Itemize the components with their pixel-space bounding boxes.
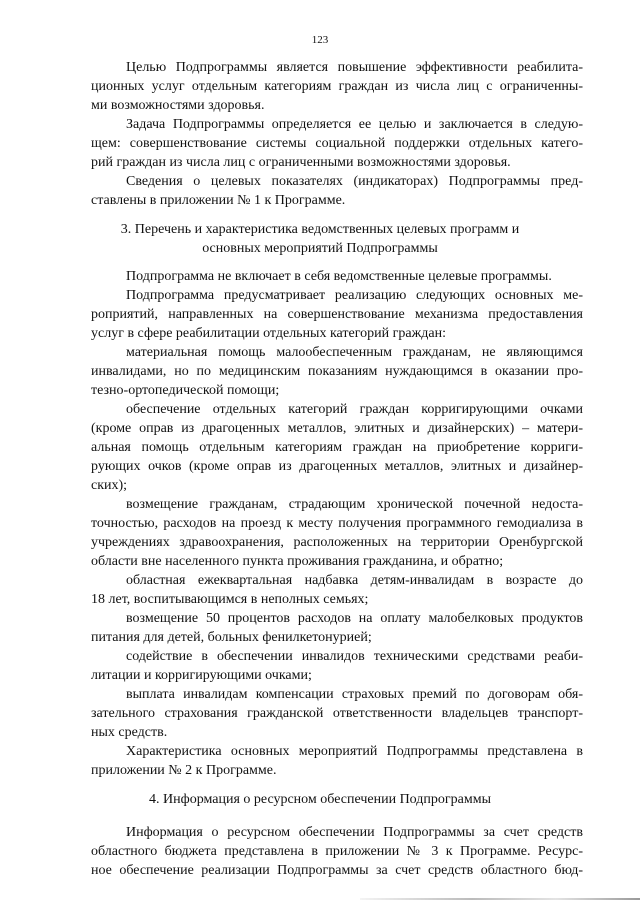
section-heading: 4. Информация о ресурсном обеспечении Подпрограммы	[149, 792, 491, 807]
text-line: рий граждан из числа лиц с ограниченными возможностями здоровья.	[91, 155, 511, 170]
text-line: услуг в сфере реабилитации отдельных категорий граждан:	[91, 326, 446, 341]
text-line: рующих очков (кроме оправ из драгоценных металлов, элитных и дизайнер-	[91, 459, 583, 474]
scan-edge-artifact	[360, 898, 640, 900]
text-line: Характеристика основных мероприятий Подпрограммы представлена в	[126, 744, 583, 759]
text-line: Подпрограмма не включает в себя ведомственные целевые программы.	[126, 269, 552, 284]
text-line: Задача Подпрограммы определяется ее целью и заключается в следую-	[126, 117, 583, 132]
text-line: Целью Подпрограммы является повышение эффективности реабилита-	[126, 60, 583, 75]
text-line: ное обеспечение реализации Подпрограммы за счет средств областного бюд-	[91, 863, 583, 878]
text-line: приложении № 2 к Программе.	[91, 763, 277, 778]
text-line: Подпрограмма предусматривает реализацию следующих основных ме-	[126, 288, 583, 303]
text-line: области вне населенного пункта проживания гражданина, и обратно;	[91, 554, 504, 569]
text-line: питания для детей, больных фенилкетонурией;	[91, 630, 372, 645]
text-line: 18 лет, воспитывающимся в неполных семьях;	[91, 592, 369, 607]
text-line: Информация о ресурсном обеспечении Подпрограммы за счет средств	[126, 825, 583, 840]
text-line: роприятий, направленных на совершенствование механизма предоставления	[91, 307, 583, 322]
text-line: (кроме оправ из драгоценных металлов, элитных и дизайнерских) – матери-	[91, 421, 583, 436]
text-line: тезно-ортопедической помощи;	[91, 383, 280, 398]
text-line: ционных услуг отдельным категориям граждан из числа лиц с ограниченны-	[91, 79, 583, 94]
text-line: возмещение гражданам, страдающим хронической почечной недоста-	[126, 497, 583, 512]
text-line: точностью, расходов на проезд к месту получения программного гемодиализа в	[91, 516, 583, 531]
text-line: материальная помощь малообеспеченным гражданам, не являющимся	[126, 345, 583, 360]
text-line: ских);	[91, 478, 128, 493]
section-heading: основных мероприятий Подпрограммы	[202, 241, 438, 256]
page-number: 123	[311, 34, 329, 46]
text-line: ми возможностями здоровья.	[91, 98, 265, 113]
section-heading: 3. Перечень и характеристика ведомственных целевых программ и	[120, 222, 520, 237]
text-line: щем: совершенствование системы социальной поддержки отдельных катего-	[91, 136, 583, 151]
text-line: ставлены в приложении № 1 к Программе.	[91, 193, 346, 208]
text-line: содействие в обеспечении инвалидов техническими средствами реаби-	[126, 649, 583, 664]
text-line: обеспечение отдельных категорий граждан корригирующими очками	[126, 402, 583, 417]
text-line: возмещение 50 процентов расходов на оплату малобелковых продуктов	[126, 611, 583, 626]
text-line: учреждениях здравоохранения, расположенных на территории Оренбургской	[91, 535, 583, 550]
text-line: ных средств.	[91, 725, 168, 740]
text-line: областная ежеквартальная надбавка детям-инвалидам в возрасте до	[126, 573, 583, 588]
text-line: альная помощь отдельным категориям граждан на приобретение корриги-	[91, 440, 583, 455]
text-line: инвалидами, но по медицинским показаниям нуждающимся в оказании про-	[91, 364, 583, 379]
text-line: Сведения о целевых показателях (индикаторах) Подпрограммы пред-	[126, 174, 583, 189]
text-line: областного бюджета представлена в приложении № 3 к Программе. Ресурс-	[91, 844, 583, 859]
text-line: литации и корригирующими очками;	[91, 668, 312, 683]
text-line: зательного страхования гражданской ответственности владельцев транспорт-	[91, 706, 583, 721]
text-line: выплата инвалидам компенсации страховых премий по договорам обя-	[126, 687, 583, 702]
